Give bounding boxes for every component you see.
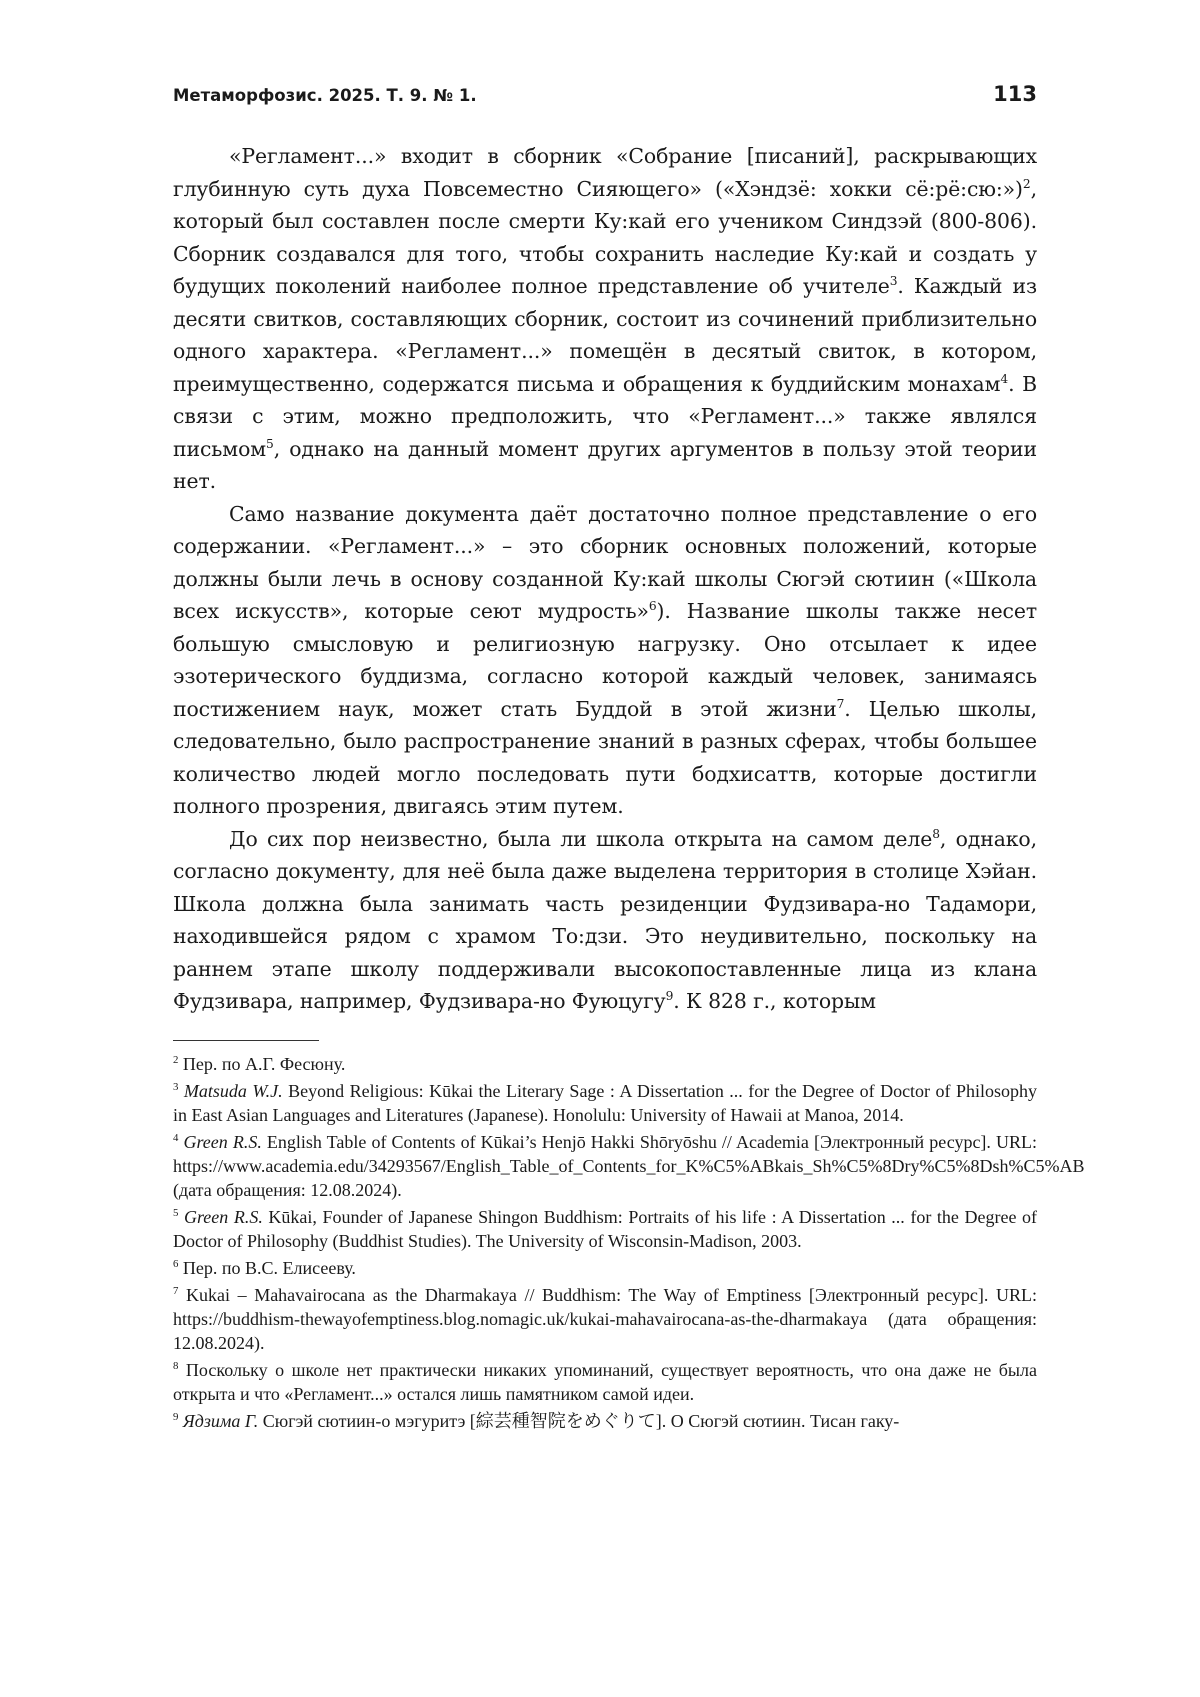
paragraph-1	[173, 140, 1037, 498]
footnote-number: 5	[173, 1206, 179, 1219]
text-run: , однако, согласно документу, для неё была даже выделена территория в столице Хэйан. Школа должна была занимать часть резиденции Фудзивара-но Тадамори, находившейся рядом с храмом То:дзи. Это неудивительно, поскольку на раннем этапе школу поддерживали высокопоставленные лица из клана Фудзивара, например, Фудзивара-но Фуюцугу	[173, 826, 1037, 1013]
footnote-number: 4	[173, 1131, 179, 1144]
text-run: «Регламент...» входит в сборник «Собрание [писаний], раскрывающих глубинную суть духа Повсеместно Сияющего» («Хэндзё: хокки сё:рё:сю:»)	[173, 144, 1037, 201]
footnote-number: 9	[173, 1410, 179, 1423]
footnote-author: Green R.S.	[178, 1206, 263, 1227]
text-run: ). Название школы также несет большую смысловую и религиозную нагрузку. Оно отсылает к идее эзотерического буддизма, согласно которой каждый человек, занимаясь постижением наук, может стать Буддой в этой жизни	[173, 599, 1037, 721]
footnote-text: Kukai – Mahavairocana as the Dharmakaya // Buddhism: The Way of Emptiness [Электронный ресурс]. URL: https://buddhism-thewayofemptiness.blog.nomagic.uk/kukai-mahavairocana-as-the-dharmakaya (дата обращения: 12.08.2024).	[173, 1284, 1037, 1353]
footnote-6	[173, 1256, 1037, 1280]
page-number: 113	[993, 82, 1037, 106]
text-run: До сих пор неизвестно, была ли школа открыта на самом деле	[229, 826, 933, 851]
footnote-3	[173, 1079, 1037, 1127]
text-run: , который был составлен после смерти Ку:кай его учеником Синдзэй (800-806). Сборник создавался для того, чтобы сохранить наследие Ку:кай и создать у будущих поколений наиболее полное представление об учителе	[173, 176, 1037, 298]
footnote-author: Ядзима Г.	[178, 1410, 259, 1431]
footnote-text: Kūkai, Founder of Japanese Shingon Buddhism: Portraits of his life : A Dissertation ... for the Degree of Doctor of Philosophy (Buddhist Studies). The University of Wisconsin-Madison, 2003.	[173, 1206, 1037, 1251]
paragraph-2	[173, 498, 1037, 823]
footnote-4	[173, 1130, 1085, 1202]
text-run: , однако на данный момент других аргументов в пользу этой теории нет.	[173, 436, 1037, 493]
journal-reference: Метаморфозис. 2025. Т. 9. № 1.	[173, 86, 477, 105]
body-text	[173, 140, 1037, 1018]
text-run: . Каждый из десяти свитков, составляющих сборник, состоит из сочинений приблизительно одного характера. «Регламент...» помещён в десятый свиток, в котором, преимущественно, содержатся письма и обращения к буддийским монахам	[173, 274, 1037, 396]
footnote-ref: 4	[1000, 371, 1009, 386]
footnote-divider	[173, 1040, 319, 1041]
footnote-number: 7	[173, 1284, 179, 1297]
footnote-number: 6	[173, 1257, 179, 1270]
footnotes	[173, 1052, 1085, 1433]
footnote-7	[173, 1283, 1037, 1355]
footnote-author: Green R.S.	[178, 1131, 262, 1152]
paragraph-3	[173, 823, 1037, 1018]
footnote-number: 8	[173, 1359, 179, 1372]
footnote-author: Matsuda W.J.	[178, 1080, 283, 1101]
footnote-9	[173, 1409, 1037, 1433]
footnote-number: 2	[173, 1053, 179, 1066]
footnote-text: Beyond Religious: Kūkai the Literary Sage : A Dissertation ... for the Degree of Doctor of Philosophy in East Asian Languages and Literatures (Japanese). Honolulu: University of Hawaii at Manoa, 2014.	[173, 1080, 1038, 1125]
footnote-5	[173, 1205, 1037, 1253]
footnote-text: Сюгэй сютиин-о мэгуритэ [綜芸種智院をめぐりて]. О Сюгэй сютиин. Тисан гаку-	[258, 1410, 900, 1431]
footnote-8	[173, 1358, 1037, 1406]
footnote-ref: 5	[266, 436, 274, 451]
footnote-2	[173, 1052, 1037, 1076]
document-page	[173, 82, 1085, 1436]
text-run: Само название документа даёт достаточно полное представление о его содержании. «Регламент...» – это сборник основных положений, которые должны были лечь в основу созданной Ку:кай школы Сюгэй сютиин («Школа всех искусств», которые сеют мудрость»	[173, 501, 1037, 623]
text-run: . Целью школы, следовательно, было распространение знаний в разных сферах, чтобы большее количество людей могло последовать пути бодхисаттв, которые достигли полного прозрения, двигаясь этим путем.	[173, 696, 1038, 818]
running-head	[173, 82, 1037, 106]
footnote-ref: 3	[889, 274, 898, 289]
footnote-text: Пер. по А.Г. Фесюну.	[178, 1053, 346, 1074]
footnote-ref: 8	[932, 826, 940, 841]
footnote-text: Пер. по В.С. Елисееву.	[178, 1257, 356, 1278]
footnote-text: English Table of Contents of Kūkai’s Henjō Hakki Shōryōshu // Academia [Электронный ресурс]. URL: https://www.academia.edu/34293567/English_Table_of_Contents_for_K%C5%ABkais_Sh%C5%8Dry%C5%8Dsh%C5%AB (дата обращения: 12.08.2024).	[173, 1131, 1085, 1200]
footnote-ref: 2	[1022, 176, 1031, 191]
text-run: . К 828 г., которым	[673, 989, 876, 1013]
footnote-number: 3	[173, 1080, 179, 1093]
footnote-ref: 7	[836, 696, 845, 711]
footnote-ref: 9	[665, 989, 674, 1004]
footnote-ref: 6	[648, 599, 657, 614]
text-run: . В связи с этим, можно предположить, что «Регламент...» также являлся письмом	[173, 371, 1037, 461]
footnote-text: Поскольку о школе нет практически никаких упоминаний, существует вероятность, что она даже не была открыта и что «Регламент...» остался лишь памятником самой идеи.	[173, 1359, 1037, 1404]
